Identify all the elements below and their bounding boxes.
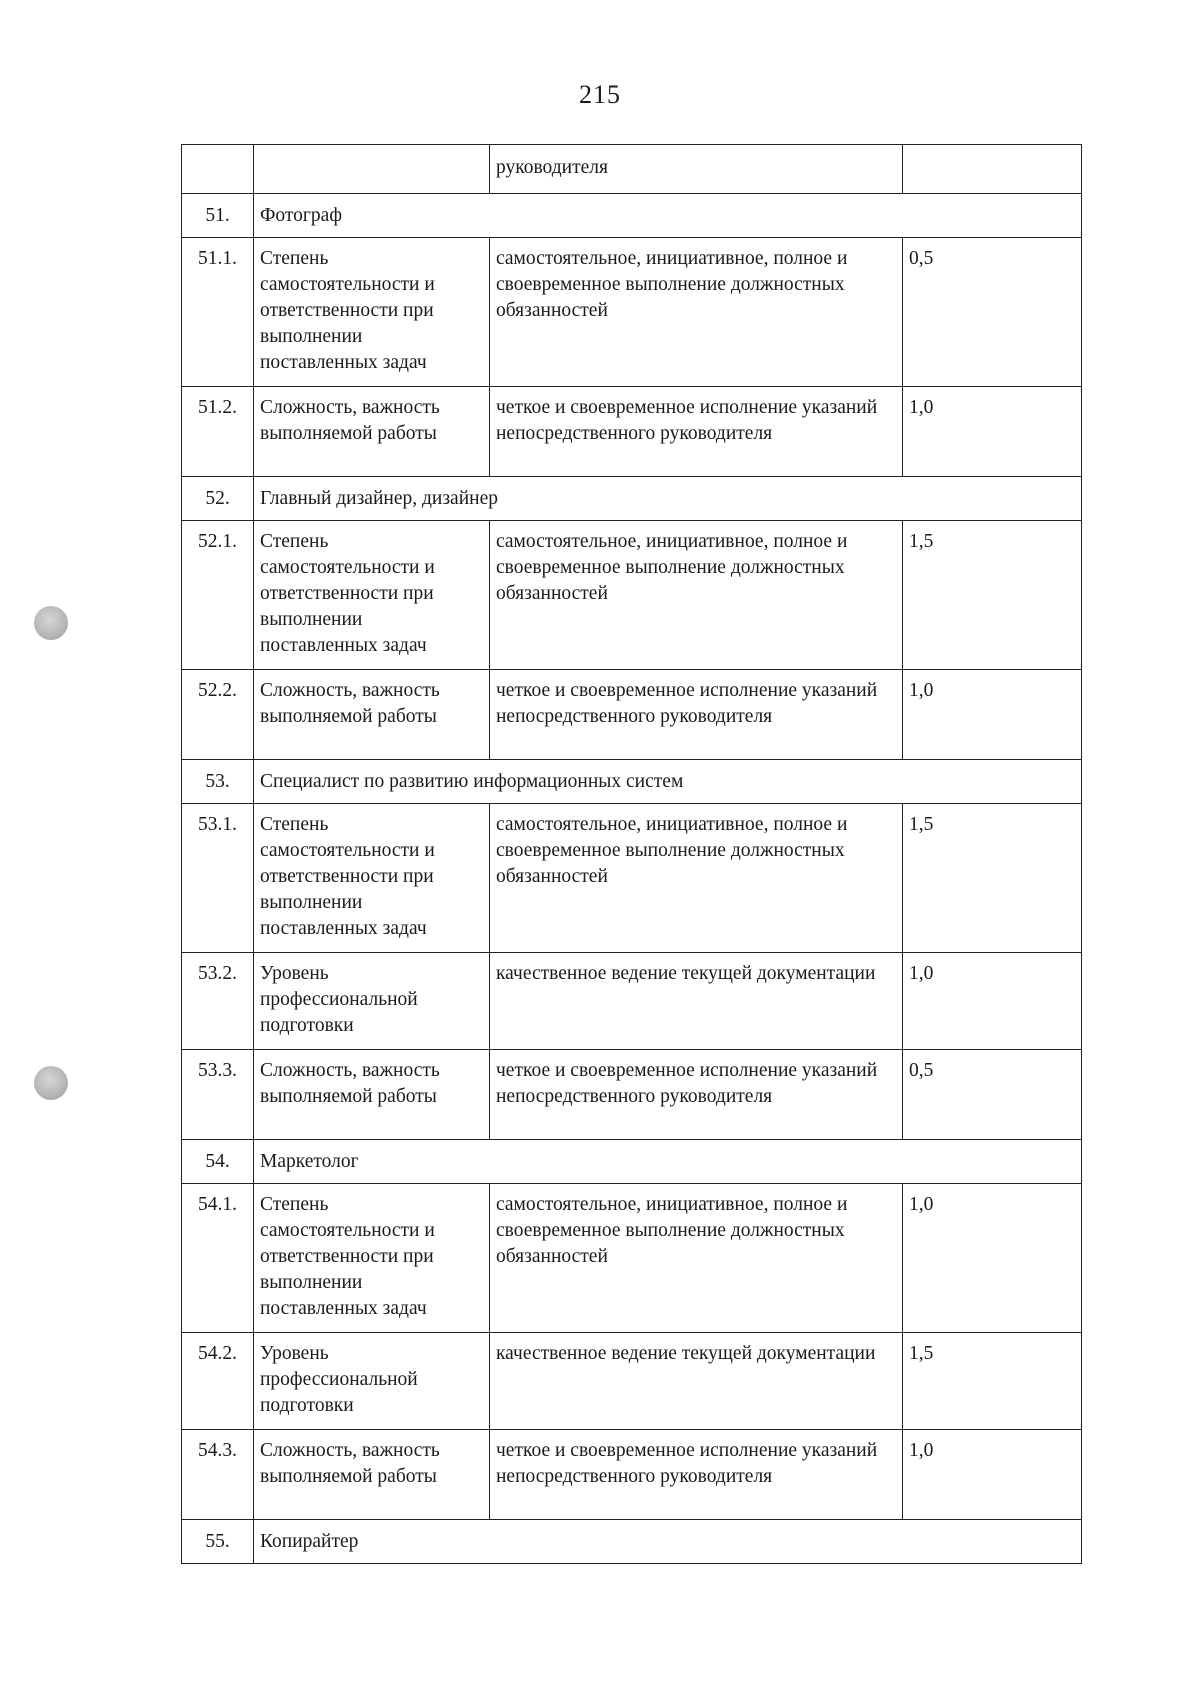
score-cell: 0,5 xyxy=(903,1050,1082,1140)
section-row xyxy=(182,194,1082,238)
table-row xyxy=(182,145,1082,194)
score-cell: 1,5 xyxy=(903,1333,1082,1430)
criterion-cell: Сложность, важность выполняемой работы xyxy=(254,387,490,477)
section-title: Главный дизайнер, дизайнер xyxy=(254,477,1082,521)
table-row xyxy=(182,1430,1082,1520)
section-number: 51. xyxy=(182,194,254,238)
description-cell: самостоятельное, инициативное, полное и своевременное выполнение должностных обязанностей xyxy=(490,238,903,387)
table-row xyxy=(182,238,1082,387)
row-number: 51.2. xyxy=(182,387,254,477)
row-number: 54.2. xyxy=(182,1333,254,1430)
score-cell xyxy=(903,145,1082,194)
row-number: 53.2. xyxy=(182,953,254,1050)
row-number: 52.2. xyxy=(182,670,254,760)
description-cell: качественное ведение текущей документации xyxy=(490,1333,903,1430)
section-title: Фотограф xyxy=(254,194,1082,238)
section-row xyxy=(182,760,1082,804)
row-number: 53.3. xyxy=(182,1050,254,1140)
criterion-cell xyxy=(254,145,490,194)
section-title: Маркетолог xyxy=(254,1140,1082,1184)
criterion-cell: Сложность, важность выполняемой работы xyxy=(254,1430,490,1520)
criterion-cell: Уровень профессиональной подготовки xyxy=(254,953,490,1050)
section-number: 52. xyxy=(182,477,254,521)
row-number: 52.1. xyxy=(182,521,254,670)
description-cell: четкое и своевременное исполнение указаний непосредственного руководителя xyxy=(490,387,903,477)
description-cell: руководителя xyxy=(490,145,903,194)
description-cell: качественное ведение текущей документации xyxy=(490,953,903,1050)
score-cell: 1,0 xyxy=(903,1184,1082,1333)
score-cell: 1,0 xyxy=(903,953,1082,1050)
criterion-cell: Степень самостоятельности и ответственности при выполнении поставленных задач xyxy=(254,1184,490,1333)
score-cell: 0,5 xyxy=(903,238,1082,387)
description-cell: четкое и своевременное исполнение указаний непосредственного руководителя xyxy=(490,670,903,760)
table-row xyxy=(182,670,1082,760)
section-row xyxy=(182,1520,1082,1564)
criterion-cell: Сложность, важность выполняемой работы xyxy=(254,670,490,760)
table-row xyxy=(182,521,1082,670)
section-title: Копирайтер xyxy=(254,1520,1082,1564)
row-number: 51.1. xyxy=(182,238,254,387)
punch-hole xyxy=(34,1066,68,1100)
table-row xyxy=(182,1050,1082,1140)
description-cell: самостоятельное, инициативное, полное и своевременное выполнение должностных обязанностей xyxy=(490,1184,903,1333)
table-row xyxy=(182,387,1082,477)
criterion-cell: Сложность, важность выполняемой работы xyxy=(254,1050,490,1140)
section-row xyxy=(182,1140,1082,1184)
score-cell: 1,0 xyxy=(903,670,1082,760)
score-cell: 1,0 xyxy=(903,1430,1082,1520)
row-number xyxy=(182,145,254,194)
score-cell: 1,5 xyxy=(903,521,1082,670)
table-row xyxy=(182,953,1082,1050)
criteria-table xyxy=(181,144,1082,1564)
description-cell: самостоятельное, инициативное, полное и своевременное выполнение должностных обязанностей xyxy=(490,804,903,953)
row-number: 54.1. xyxy=(182,1184,254,1333)
section-title: Специалист по развитию информационных систем xyxy=(254,760,1082,804)
criterion-cell: Степень самостоятельности и ответственности при выполнении поставленных задач xyxy=(254,238,490,387)
section-number: 53. xyxy=(182,760,254,804)
criterion-cell: Степень самостоятельности и ответственности при выполнении поставленных задач xyxy=(254,521,490,670)
table-row xyxy=(182,1333,1082,1430)
table-row xyxy=(182,1184,1082,1333)
section-number: 55. xyxy=(182,1520,254,1564)
section-number: 54. xyxy=(182,1140,254,1184)
table-row xyxy=(182,804,1082,953)
row-number: 54.3. xyxy=(182,1430,254,1520)
criterion-cell: Степень самостоятельности и ответственности при выполнении поставленных задач xyxy=(254,804,490,953)
description-cell: четкое и своевременное исполнение указаний непосредственного руководителя xyxy=(490,1430,903,1520)
punch-hole xyxy=(34,606,68,640)
description-cell: самостоятельное, инициативное, полное и своевременное выполнение должностных обязанностей xyxy=(490,521,903,670)
section-row xyxy=(182,477,1082,521)
page-number: 215 xyxy=(579,80,621,109)
row-number: 53.1. xyxy=(182,804,254,953)
criterion-cell: Уровень профессиональной подготовки xyxy=(254,1333,490,1430)
score-cell: 1,0 xyxy=(903,387,1082,477)
description-cell: четкое и своевременное исполнение указаний непосредственного руководителя xyxy=(490,1050,903,1140)
score-cell: 1,5 xyxy=(903,804,1082,953)
